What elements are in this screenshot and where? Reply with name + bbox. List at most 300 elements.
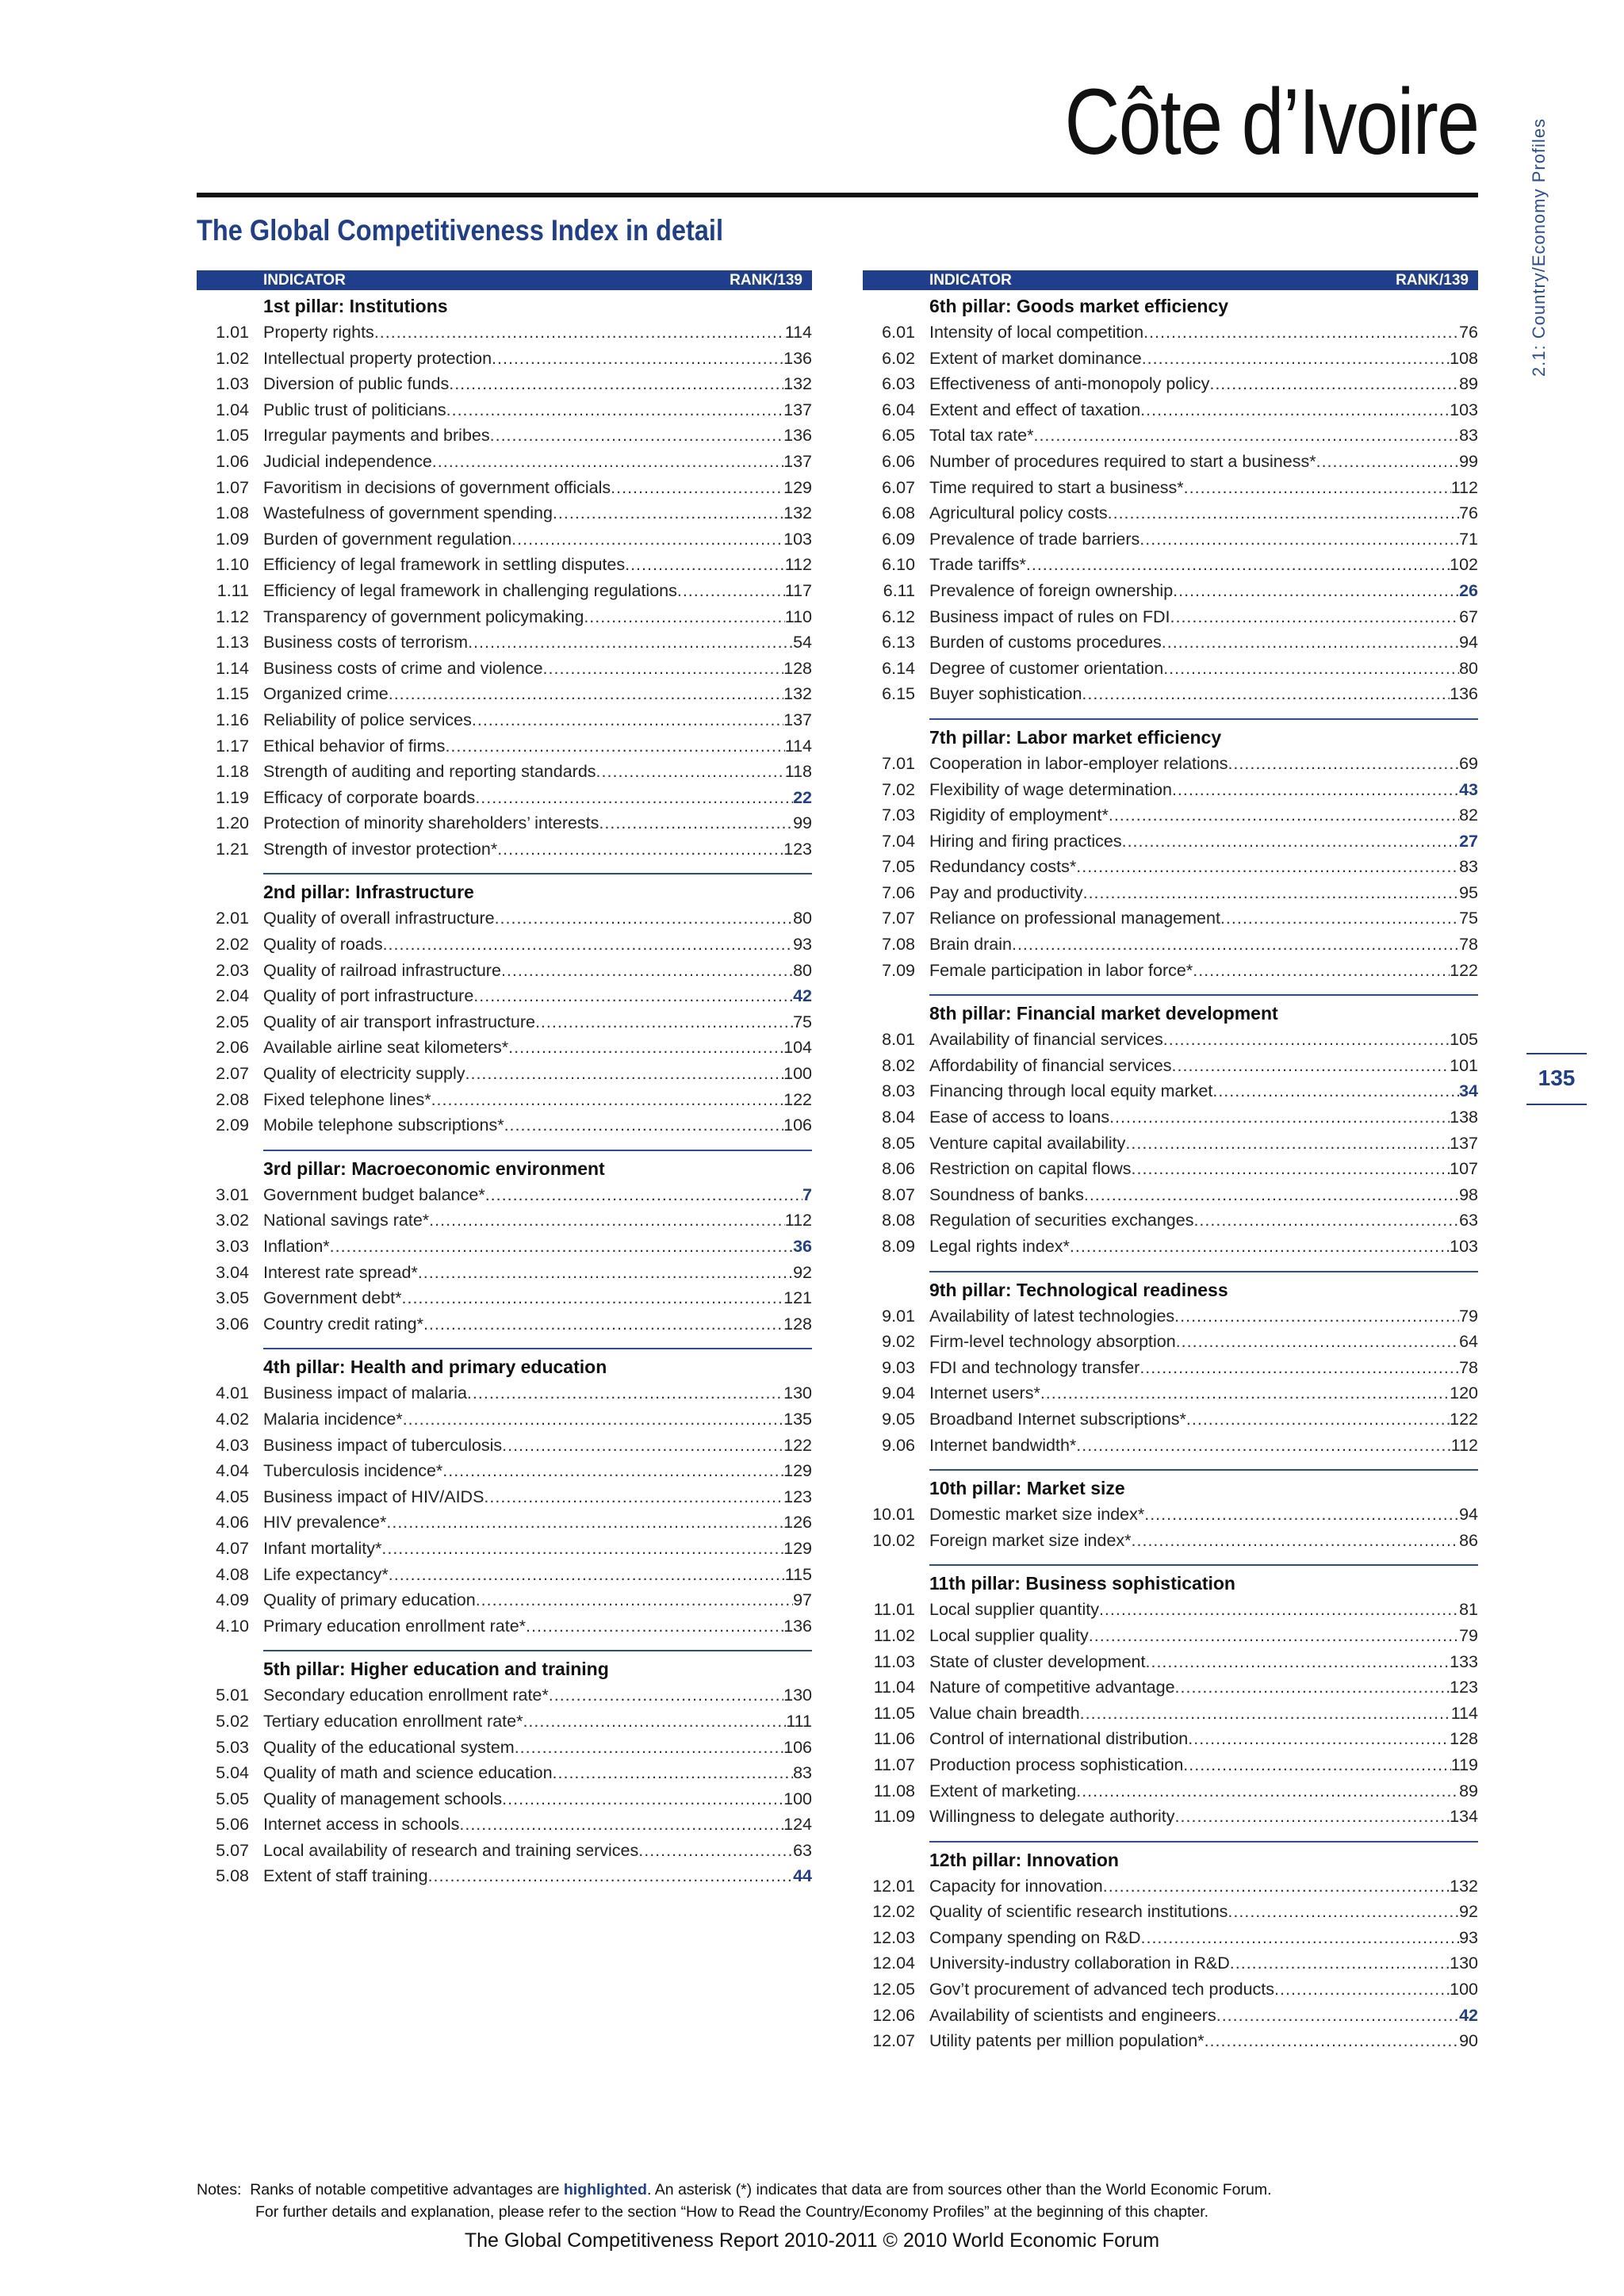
indicator-name [263,526,812,553]
indicator-rank: 123 [783,839,812,859]
indicator-row [863,1649,1478,1675]
indicator-label: Life expectancy* [263,1564,389,1584]
indicator-label: Female participation in labor force* [929,960,1193,980]
indicator-number: 8.09 [882,1237,915,1256]
dot-leader [1108,500,1459,526]
dot-leader [389,1562,785,1588]
indicator-rank: 42 [793,986,812,1006]
indicator-row [197,1380,812,1406]
indicator-number: 8.06 [882,1159,915,1179]
notes-prefix: Notes: [197,2181,242,2198]
indicator-row [197,1587,812,1613]
indicator-number: 6.09 [882,529,915,549]
indicator-row [197,1863,812,1889]
indicator-number: 6.06 [882,451,915,471]
indicator-rank: 111 [786,1711,812,1731]
indicator-label: Strength of auditing and reporting standards [263,762,596,782]
dot-leader [429,1207,785,1234]
indicator-row [197,397,812,423]
indicator-name [929,371,1478,397]
indicator-row [197,656,812,682]
dot-leader [465,1061,784,1087]
indicator-number: 6.04 [882,400,915,419]
indicator-rank: 122 [783,1089,812,1109]
indicator-row [197,1182,812,1208]
indicator-label: Business costs of crime and violence [263,658,543,678]
indicator-name [929,552,1478,578]
indicator-rank: 79 [1459,1306,1478,1326]
indicator-label: Number of procedures required to start a business* [929,451,1316,471]
indicator-name [263,905,812,932]
indicator-label: Availability of latest technologies [929,1306,1175,1326]
pillar-divider [929,1564,1478,1566]
indicator-rank: 44 [793,1866,812,1886]
dot-leader [625,552,785,578]
indicator-row [863,802,1478,828]
indicator-label: Company spending on R&D [929,1927,1141,1947]
indicator-number: 2.03 [216,960,249,980]
pillar-section [197,879,812,1138]
page-footer: The Global Competitiveness Report 2010-2011 © 2010 World Economic Forum [464,2229,1160,2252]
column-header [863,270,1478,290]
indicator-label: Efficacy of corporate boards [263,787,476,807]
indicator-row [197,1760,812,1786]
indicator-number: 1.14 [216,658,249,678]
pillar-title: 8th pillar: Financial market development [929,1003,1278,1024]
dot-leader [1212,1078,1459,1104]
indicator-row [863,1502,1478,1528]
indicator-row [863,681,1478,707]
indicator-number: 9.01 [882,1306,915,1326]
indicator-number: 4.10 [216,1616,249,1636]
indicator-row [863,1528,1478,1554]
indicator-row [197,1838,812,1864]
indicator-label: Property rights [263,323,374,342]
indicator-rank: 80 [793,960,812,980]
indicator-rank: 69 [1459,753,1478,773]
indicator-name [929,1701,1478,1727]
indicator-row [863,1752,1478,1778]
indicator-rank: 7 [802,1184,812,1204]
indicator-row [197,759,812,785]
dot-leader [1163,1027,1450,1053]
indicator-rank: 121 [783,1288,812,1308]
indicator-row [863,629,1478,656]
indicator-name [929,1104,1478,1131]
indicator-number: 1.03 [216,374,249,394]
indicator-row [197,1613,812,1640]
dot-leader [1089,1623,1459,1649]
dot-leader [445,733,784,760]
dot-leader [543,656,784,682]
indicator-rank: 107 [1450,1159,1478,1179]
pillar-section [197,1354,812,1639]
indicator-name [263,1760,812,1786]
indicator-name [263,681,812,707]
indicator-row [863,1156,1478,1182]
dot-leader [501,958,793,984]
indicator-number: 6.14 [882,658,915,678]
pillar-title: 1st pillar: Institutions [263,296,448,316]
indicator-rank: 114 [784,323,812,342]
indicator-name [929,681,1478,707]
indicator-row [863,1027,1478,1053]
indicator-label: Value chain breadth [929,1703,1080,1723]
indicator-label: Capacity for innovation [929,1876,1103,1896]
indicator-number: 9.06 [882,1435,915,1455]
indicator-row [863,1976,1478,2003]
indicator-name [263,1812,812,1838]
indicator-row [863,1303,1478,1330]
indicator-rank: 83 [1459,426,1478,446]
pillar-section [863,1277,1478,1459]
indicator-rank: 129 [783,477,812,497]
indicator-rank: 22 [793,787,812,807]
indicator-number: 1.08 [216,503,249,523]
indicator-name [263,1562,812,1588]
indicator-row [197,371,812,397]
dot-leader [386,1510,783,1536]
indicator-label: Reliance on professional management [929,909,1220,928]
indicator-label: Buyer sophistication [929,684,1082,704]
indicator-rank: 105 [1450,1030,1478,1050]
indicator-name [929,1528,1478,1554]
indicator-row [197,1433,812,1459]
indicator-rank: 108 [1450,348,1478,368]
right-column-body [863,293,1478,2054]
indicator-name [263,1087,812,1113]
dot-leader [428,1863,794,1889]
indicator-number: 6.05 [882,426,915,446]
indicator-label: Internet access in schools [263,1815,460,1835]
indicator-number: 1.20 [216,813,249,833]
pillar-section [863,725,1478,983]
indicator-row [197,905,812,932]
dot-leader [549,1682,783,1709]
indicator-name [263,1838,812,1864]
indicator-label: Gov’t procurement of advanced tech products [929,1980,1275,1999]
indicator-name [929,958,1478,984]
indicator-rank: 78 [1459,935,1478,955]
indicator-name [929,320,1478,346]
dot-leader [1146,1649,1450,1675]
indicator-label: Quality of port infrastructure [263,986,474,1006]
indicator-label: Internet users* [929,1383,1040,1403]
indicator-number: 9.04 [882,1383,915,1403]
title-rule [197,193,1478,197]
dot-leader [1183,1752,1450,1778]
indicator-label: Ease of access to loans [929,1108,1110,1127]
indicator-rank: 126 [783,1513,812,1533]
indicator-number: 5.04 [216,1763,249,1783]
indicator-rank: 122 [783,1435,812,1455]
dot-leader [473,983,793,1009]
indicator-label: Local supplier quality [929,1625,1089,1645]
indicator-number: 7.08 [882,935,915,955]
indicator-label: Prevalence of trade barriers [929,529,1140,549]
indicator-name [263,423,812,449]
indicator-row [863,423,1478,449]
indicator-label: Production process sophistication [929,1755,1184,1774]
indicator-name [929,1355,1478,1381]
pillar-divider [929,994,1478,996]
indicator-row [863,1053,1478,1079]
indicator-number: 11.07 [873,1755,915,1774]
indicator-name [263,759,812,785]
indicator-rank: 93 [793,935,812,955]
indicator-name [263,1311,812,1337]
indicator-name [263,1009,812,1035]
dot-leader [476,1587,793,1613]
indicator-name [929,604,1478,630]
indicator-name [263,958,812,984]
indicator-name [263,983,812,1009]
indicator-row [863,1329,1478,1355]
indicator-row [197,983,812,1009]
indicator-number: 8.01 [882,1030,915,1050]
indicator-row [863,1380,1478,1406]
indicator-rank: 93 [1459,1927,1478,1947]
indicator-row [197,552,812,578]
indicator-label: Firm-level technology absorption [929,1332,1176,1352]
dot-leader [1076,854,1459,880]
indicator-number: 6.11 [883,580,915,600]
indicator-row [197,1510,812,1536]
indicator-label: Control of international distribution [929,1729,1189,1749]
dot-leader [553,1760,794,1786]
indicator-number: 3.06 [216,1314,249,1334]
pillar-section [197,1656,812,1889]
notes-line-2: For further details and explanation, please refer to the section “How to Read the Country/Economy Profiles” at the beginning of this chapter. [255,2203,1209,2221]
dot-leader [584,604,784,630]
indicator-number: 5.08 [216,1866,249,1886]
indicator-row [863,1873,1478,1900]
indicator-row [863,905,1478,932]
indicator-row [863,2028,1478,2054]
indicator-name [263,346,812,372]
dot-leader [446,397,783,423]
dot-leader [508,1035,783,1061]
indicator-rank: 123 [1450,1678,1478,1697]
indicator-row [197,785,812,811]
indicator-label: Domestic market size index* [929,1505,1145,1525]
indicator-name [929,854,1478,880]
indicator-row [197,475,812,501]
indicator-label: Business impact of HIV/AIDS [263,1487,485,1506]
indicator-label: Venture capital availability [929,1133,1126,1153]
indicator-row [197,1207,812,1234]
indicator-label: Quality of overall infrastructure [263,909,495,928]
indicator-number: 2.01 [216,909,249,928]
indicator-number: 11.09 [873,1807,915,1827]
pillar-divider [263,1348,812,1349]
indicator-rank: 76 [1459,503,1478,523]
pillar-title: 12th pillar: Innovation [929,1849,1119,1870]
dot-leader [1082,681,1450,707]
dot-leader [599,810,793,836]
dot-leader [1125,1131,1450,1157]
indicator-number: 7.07 [882,909,915,928]
pillar-section [863,293,1478,707]
dot-leader [1026,552,1450,578]
indicator-number: 4.07 [216,1538,249,1558]
indicator-label: National savings rate* [263,1211,430,1230]
dot-leader [523,1709,786,1735]
indicator-number: 12.02 [872,1902,915,1922]
indicator-row [863,854,1478,880]
pillar-divider [929,718,1478,720]
indicator-row [197,932,812,958]
indicator-name [263,1061,812,1087]
pillar-section [197,1156,812,1337]
dot-leader [1162,629,1459,656]
dot-leader [1144,1502,1459,1528]
pillar-title: 9th pillar: Technological readiness [929,1279,1228,1300]
indicator-name [929,905,1478,932]
header-rank: RANK/139 [1396,272,1469,289]
indicator-number: 1.07 [216,477,249,497]
indicator-row [197,1087,812,1113]
indicator-number: 2.02 [216,935,249,955]
indicator-label: Available airline seat kilometers* [263,1038,509,1058]
indicator-label: Extent of staff training [263,1866,428,1886]
indicator-name [929,1433,1478,1459]
header-indicator: INDICATOR [929,272,1012,289]
indicator-row [197,1562,812,1588]
indicator-rank: 136 [783,1616,812,1636]
indicator-number: 1.09 [216,529,249,549]
indicator-row [197,604,812,630]
indicator-name [929,1078,1478,1104]
indicator-row [197,320,812,346]
indicator-number: 6.03 [882,374,915,394]
indicator-name [263,1536,812,1562]
indicator-rank: 99 [1459,451,1478,471]
indicator-name [929,1674,1478,1701]
indicator-row [197,1735,812,1761]
indicator-name [929,2028,1478,2054]
indicator-number: 12.04 [872,1954,915,1973]
indicator-number: 5.07 [216,1840,249,1860]
indicator-label: Extent and effect of taxation [929,400,1141,419]
indicator-label: Burden of customs procedures [929,633,1162,652]
indicator-number: 1.02 [216,348,249,368]
indicator-rank: 80 [793,909,812,928]
indicator-name [929,475,1478,501]
indicator-name [263,707,812,733]
indicator-name [929,449,1478,475]
indicator-rank: 79 [1459,1625,1478,1645]
indicator-label: Agricultural policy costs [929,503,1108,523]
dot-leader [1188,1726,1450,1752]
pillar-divider [929,1271,1478,1272]
notes-text-a: Ranks of notable competitive advantages are [250,2181,560,2198]
indicator-name [263,552,812,578]
indicator-rank: 26 [1459,580,1478,600]
indicator-name [929,1778,1478,1804]
indicator-label: Utility patents per million population* [929,2031,1205,2051]
indicator-number: 6.13 [882,633,915,652]
indicator-number: 5.06 [216,1815,249,1835]
indicator-number: 1.12 [216,607,249,626]
indicator-label: Fixed telephone lines* [263,1089,431,1109]
indicator-number: 5.03 [216,1737,249,1757]
indicator-row [197,423,812,449]
indicator-rank: 133 [1450,1651,1478,1671]
indicator-number: 8.05 [882,1133,915,1153]
indicator-name [263,1433,812,1459]
indicator-number: 9.05 [882,1409,915,1429]
dot-leader [1076,1433,1450,1459]
pillar-divider [929,1469,1478,1471]
indicator-number: 7.02 [882,779,915,799]
dot-leader [1141,1925,1460,1951]
indicator-rank: 112 [1450,477,1478,497]
indicator-name [263,1587,812,1613]
indicator-row [863,1207,1478,1234]
left-column-body [197,293,812,1889]
pillar-divider [929,1841,1478,1843]
indicator-name [929,1649,1478,1675]
dot-leader [484,1484,783,1510]
indicator-rank: 67 [1459,607,1478,626]
indicator-row [197,733,812,760]
indicator-label: Affordability of financial services [929,1055,1172,1075]
dot-leader [611,475,783,501]
indicator-row [863,552,1478,578]
indicator-row [197,681,812,707]
indicator-number: 6.01 [882,323,915,342]
indicator-row [863,604,1478,630]
indicator-rank: 112 [784,555,812,575]
indicator-number: 11.03 [873,1651,915,1671]
indicator-rank: 83 [793,1763,812,1783]
indicator-name [263,1207,812,1234]
indicator-label: Quality of scientific research institutions [929,1902,1228,1922]
indicator-label: Government budget balance* [263,1184,485,1204]
indicator-row [863,1778,1478,1804]
indicator-rank: 132 [783,503,812,523]
indicator-number: 11.06 [873,1729,915,1749]
dot-leader [485,1182,802,1208]
indicator-name [929,777,1478,803]
indicator-name [263,371,812,397]
indicator-rank: 130 [783,1686,812,1705]
dot-leader [1228,751,1459,777]
dot-leader [504,1112,784,1138]
indicator-rank: 137 [1450,1133,1478,1153]
indicator-rank: 89 [1459,374,1478,394]
indicator-rank: 120 [1450,1383,1478,1403]
indicator-label: Favoritism in decisions of government officials [263,477,611,497]
indicator-name [929,1925,1478,1951]
indicator-label: Ethical behavior of firms [263,736,446,756]
indicator-name [263,1112,812,1138]
indicator-row [197,526,812,553]
indicator-number: 11.05 [873,1703,915,1723]
indicator-rank: 36 [793,1237,812,1256]
indicator-row [197,629,812,656]
indicator-number: 6.15 [882,684,915,704]
indicator-label: Total tax rate* [929,426,1034,446]
indicator-rank: 114 [1450,1703,1478,1723]
indicator-label: Business impact of rules on FDI [929,607,1170,626]
indicator-rank: 34 [1459,1081,1478,1101]
indicator-row [197,1536,812,1562]
indicator-row [197,1234,812,1260]
indicator-label: Rigidity of employment* [929,806,1109,825]
indicator-rank: 112 [1450,1435,1478,1455]
